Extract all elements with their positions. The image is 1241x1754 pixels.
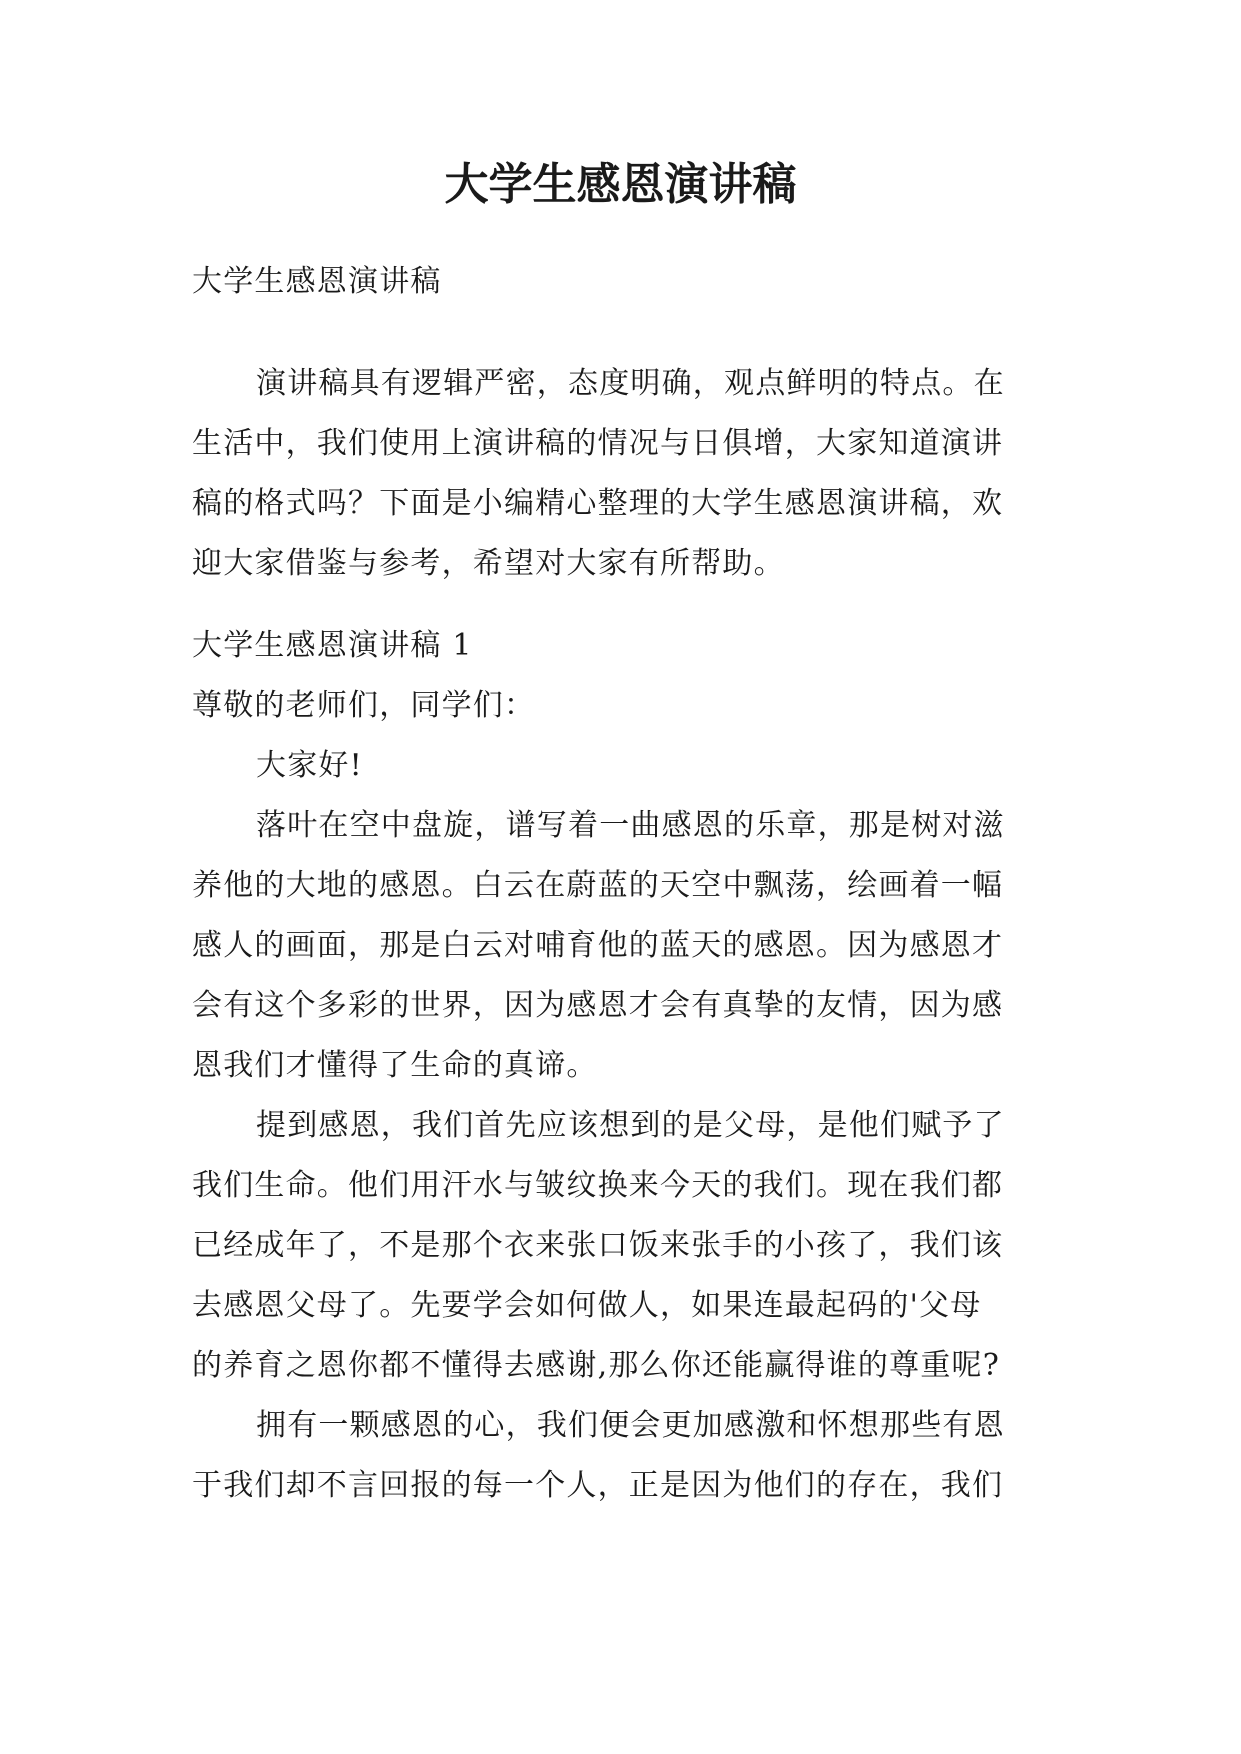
text-line: 感人的画面，那是白云对哺育他的蓝天的感恩。因为感恩才 [192,928,1004,963]
salutation: 尊敬的老师们，同学们： [192,688,536,723]
text-line: 于我们却不言回报的每一个人，正是因为他们的存在，我们 [192,1468,1004,1503]
text-line: 恩我们才懂得了生命的真谛。 [192,1048,598,1083]
text-line: 养他的大地的感恩。白云在蔚蓝的天空中飘荡，绘画着一幅 [192,868,1004,903]
text-line: 去感恩父母了。先要学会如何做人，如果连最起码的'父母 [192,1288,982,1323]
subtitle-line: 大学生感恩演讲稿 [192,264,442,299]
text-line: 稿的格式吗？下面是小编精心整理的大学生感恩演讲稿，欢 [192,486,1004,521]
text-line: 已经成年了，不是那个衣来张口饭来张手的小孩了，我们该 [192,1228,1004,1263]
document-title: 大学生感恩演讲稿 [444,159,797,210]
intro-paragraph [192,354,1052,594]
text-line: 演讲稿具有逻辑严密，态度明确，观点鲜明的特点。在 [256,366,1005,401]
text-line: 拥有一颗感恩的心，我们便会更加感激和怀想那些有恩 [256,1408,1005,1443]
document-subtitle [192,252,1052,312]
text-line: 的养育之恩你都不懂得去感谢,那么你还能赢得谁的尊重呢? [192,1348,1001,1383]
text-line: 落叶在空中盘旋，谱写着一曲感恩的乐章，那是树对滋 [256,808,1005,843]
text-line: 会有这个多彩的世界，因为感恩才会有真挚的友情，因为感 [192,988,1004,1023]
greeting: 大家好! [256,748,363,783]
speech-section [192,616,1052,1516]
section-heading: 大学生感恩演讲稿 1 [192,628,473,663]
text-line: 提到感恩，我们首先应该想到的是父母，是他们赋予了 [256,1108,1005,1143]
text-line: 我们生命。他们用汗水与皱纹换来今天的我们。现在我们都 [192,1168,1004,1203]
text-line: 生活中，我们使用上演讲稿的情况与日俱增，大家知道演讲 [192,426,1004,461]
text-line: 迎大家借鉴与参考，希望对大家有所帮助。 [192,546,785,581]
